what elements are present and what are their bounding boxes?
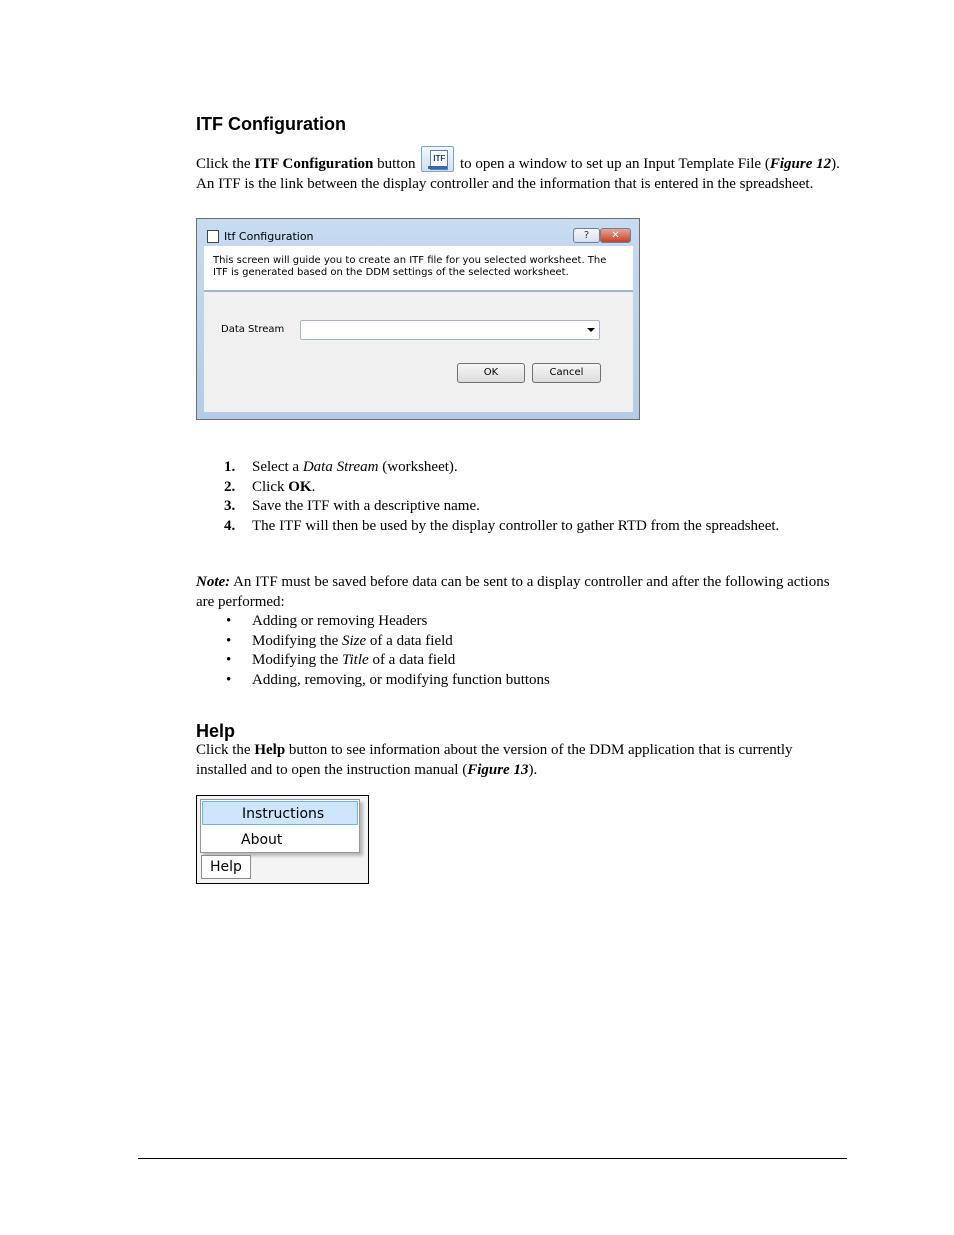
dialog-banner — [204, 246, 633, 292]
cancel-button[interactable]: Cancel — [532, 363, 601, 383]
ok-button[interactable]: OK — [457, 363, 525, 383]
itf-configuration-dialog-screenshot — [196, 218, 640, 420]
chevron-down-icon[interactable] — [587, 328, 595, 332]
steps-list — [224, 458, 824, 536]
list-item: • Adding or removing Headers — [224, 612, 824, 632]
list-item: 2. Click OK. — [224, 478, 316, 495]
dialog-client-area — [204, 246, 633, 412]
footer-divider — [138, 1158, 847, 1159]
list-item: 4. The ITF will then be used by the display controller to gather RTD from the spreadsheet. — [224, 517, 780, 534]
banner-text: This screen will guide you to create an ITF file for you selected worksheet. The ITF is generated based on the DDM settings of the selected worksheet. — [213, 255, 607, 278]
list-item: • Adding, removing, or modifying function buttons — [224, 671, 824, 691]
note-label: Note: — [196, 574, 231, 590]
menu-item-about[interactable]: About — [241, 832, 283, 848]
list-item: • Modifying the Size of a data field — [224, 632, 824, 652]
figure-12-reference: Figure 12 — [769, 156, 832, 172]
dialog-titlebar — [205, 227, 631, 245]
menu-item-instructions[interactable]: Instructions — [202, 801, 358, 825]
itf-configuration-icon[interactable] — [421, 146, 454, 172]
menubar-help[interactable]: Help — [201, 855, 251, 879]
help-dropdown-menu — [200, 799, 360, 853]
note-paragraph: Note: An ITF must be saved before data can be sent to a display controller and after the following actions are performed: — [196, 574, 830, 610]
data-stream-select[interactable] — [300, 320, 600, 340]
close-icon[interactable]: ✕ — [600, 228, 631, 243]
figure-13-reference: Figure 13 — [467, 761, 529, 778]
list-item: 1. Select a Data Stream (worksheet). — [224, 459, 458, 475]
dialog-title: Itf Configuration — [224, 230, 314, 243]
itf-icon-label: ITF — [430, 150, 448, 170]
list-item: 3. Save the ITF with a descriptive name. — [224, 498, 480, 514]
help-paragraph: Click the Help button to see information about the version of the DDM application that is currently installed and to open the instruction manual (Figure 13). — [196, 742, 793, 778]
itf-intro-paragraph: Click the ITF Configuration button ITF to open a window to set up an Input Template File (Figure 12). An ITF is the link between the display controller and the information that is entered in the spreadsheet. — [196, 146, 846, 194]
help-menu-screenshot — [196, 795, 369, 884]
list-item: • Modifying the Title of a data field — [224, 651, 824, 671]
app-icon — [207, 230, 219, 243]
help-button[interactable]: ? — [573, 228, 600, 243]
help-heading: Help — [196, 721, 236, 741]
itf-configuration-heading: ITF Configuration — [196, 114, 346, 134]
data-stream-label: Data Stream — [221, 324, 285, 335]
actions-list — [224, 612, 824, 690]
